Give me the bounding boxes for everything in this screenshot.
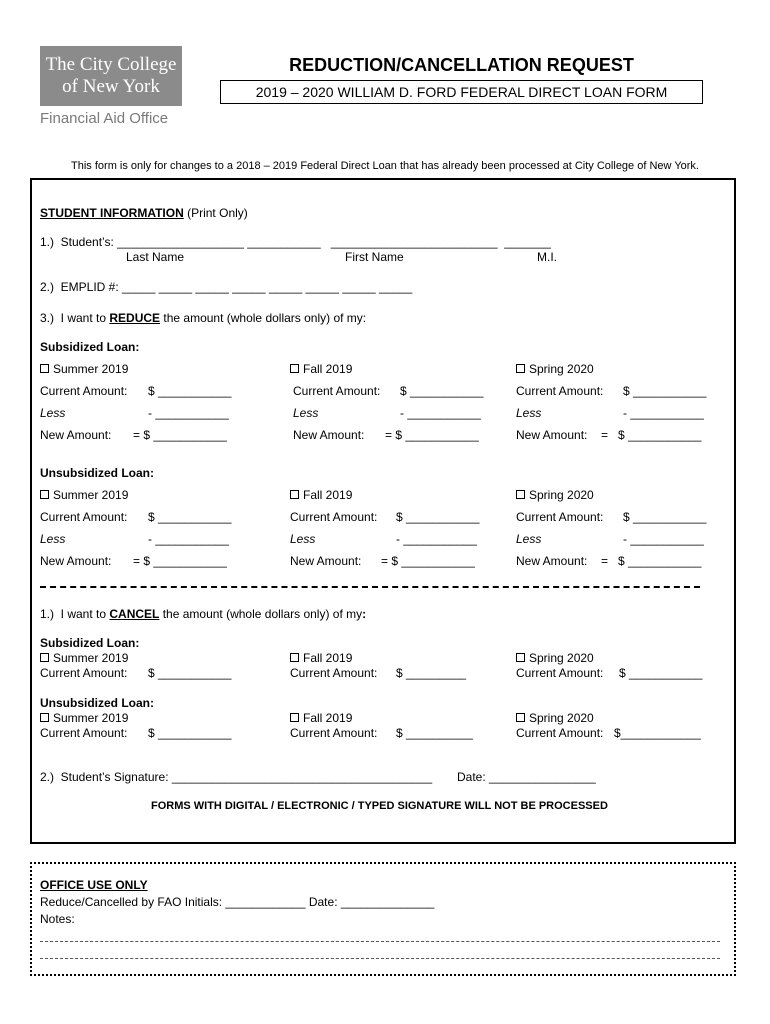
new-amount-label: New Amount: [40, 428, 112, 442]
checkbox-icon[interactable] [516, 490, 525, 499]
signature-warning: FORMS WITH DIGITAL / ELECTRONIC / TYPED SIGNATURE WILL NOT BE PROCESSED [151, 800, 608, 812]
current-amount-label: Current Amount: [40, 510, 128, 524]
reduce-unsub-fall-checkbox[interactable] [290, 488, 352, 502]
checkbox-icon[interactable] [40, 490, 49, 499]
checkbox-icon[interactable] [290, 364, 299, 373]
term-label: Summer 2019 [53, 651, 129, 665]
current-amount-label: Current Amount: [40, 666, 128, 680]
checkbox-icon[interactable] [40, 653, 49, 662]
term-label: Spring 2020 [529, 362, 594, 376]
current-amount-label: Current Amount: [516, 666, 604, 680]
less-field[interactable]: - ___________ [623, 532, 704, 546]
first-name-label: First Name [345, 250, 404, 264]
signature-field[interactable]: 2.) Student’s Signature: _______________________________________ [40, 770, 433, 784]
cancel-subsidized-heading: Subsidized Loan: [40, 636, 140, 650]
cancel-sub-summer-checkbox[interactable] [40, 651, 128, 665]
current-amount-label: Current Amount: [40, 384, 128, 398]
less-field[interactable]: - ___________ [148, 532, 229, 546]
less-field[interactable]: - ___________ [623, 406, 704, 420]
cancel-unsubsidized-heading: Unsubsidized Loan: [40, 696, 154, 710]
reduce-unsubsidized-heading: Unsubsidized Loan: [40, 466, 154, 480]
checkbox-icon[interactable] [290, 713, 299, 722]
office-use-heading: OFFICE USE ONLY [40, 878, 148, 892]
reduce-pre: 3.) I want to [40, 311, 110, 325]
term-label: Summer 2019 [53, 711, 129, 725]
last-name-label: Last Name [126, 250, 185, 264]
less-label: Less [290, 532, 316, 546]
form-subtitle: 2019 – 2020 WILLIAM D. FORD FEDERAL DIRECT LOAN FORM [220, 80, 703, 104]
new-amount-label: New Amount: [293, 428, 365, 442]
form-title: REDUCTION/CANCELLATION REQUEST [289, 55, 634, 75]
less-field[interactable]: - ___________ [148, 406, 229, 420]
current-amount-label: Current Amount: [516, 384, 604, 398]
term-label: Spring 2020 [529, 651, 594, 665]
notes-line[interactable] [40, 958, 720, 959]
term-label: Spring 2020 [529, 711, 594, 725]
current-amount-field[interactable]: $ ___________ [148, 384, 232, 398]
checkbox-icon[interactable] [290, 653, 299, 662]
less-label: Less [40, 406, 66, 420]
reduce-sub-summer-checkbox[interactable] [40, 362, 128, 376]
notes-line[interactable] [40, 941, 720, 942]
cancel-instruction [40, 607, 366, 621]
term-label: Fall 2019 [303, 651, 353, 665]
reduce-post: the amount (whole dollars only) of my: [160, 311, 367, 325]
checkbox-icon[interactable] [516, 713, 525, 722]
checkbox-icon[interactable] [516, 653, 525, 662]
new-amount-field[interactable]: = $ ___________ [381, 554, 475, 568]
current-amount-field[interactable]: $ __________ [396, 726, 473, 740]
current-amount-field[interactable]: $ ___________ [148, 726, 232, 740]
reduce-subsidized-heading: Subsidized Loan: [40, 340, 140, 354]
student-info-note: (Print Only) [183, 206, 248, 220]
checkbox-icon[interactable] [40, 713, 49, 722]
new-amount-field[interactable]: = $ ___________ [601, 554, 702, 568]
cancel-colon: : [362, 607, 367, 621]
new-amount-label: New Amount: [290, 554, 362, 568]
term-label: Spring 2020 [529, 488, 594, 502]
new-amount-label: New Amount: [516, 554, 588, 568]
less-label: Less [40, 532, 66, 546]
current-amount-field[interactable]: $ ___________ [400, 384, 484, 398]
current-amount-field[interactable]: $ ___________ [623, 384, 707, 398]
cancel-post: the amount (whole dollars only) of my [159, 607, 363, 621]
current-amount-field[interactable]: $ ___________ [148, 666, 232, 680]
term-label: Fall 2019 [303, 711, 353, 725]
current-amount-field[interactable]: $____________ [614, 726, 701, 740]
logo-line-2: of New York [62, 76, 160, 97]
term-label: Fall 2019 [303, 362, 353, 376]
student-info-heading-row [40, 206, 248, 220]
reduce-unsub-summer-checkbox[interactable] [40, 488, 128, 502]
cancel-pre: 1.) I want to [40, 607, 110, 621]
cancel-sub-spring-checkbox[interactable] [516, 651, 594, 665]
term-label: Summer 2019 [53, 488, 129, 502]
current-amount-label: Current Amount: [516, 510, 604, 524]
section-divider [40, 586, 700, 588]
checkbox-icon[interactable] [40, 364, 49, 373]
cancel-unsub-summer-checkbox[interactable] [40, 711, 128, 725]
reduce-unsub-spring-checkbox[interactable] [516, 488, 594, 502]
new-amount-field[interactable]: = $ ___________ [385, 428, 479, 442]
less-label: Less [293, 406, 319, 420]
current-amount-label: Current Amount: [290, 510, 378, 524]
current-amount-field[interactable]: $ ___________ [148, 510, 232, 524]
current-amount-field[interactable]: $ ___________ [623, 510, 707, 524]
checkbox-icon[interactable] [516, 364, 525, 373]
less-label: Less [516, 406, 542, 420]
fao-initials-field[interactable]: Reduce/Cancelled by FAO Initials: ____________ Date: ______________ [40, 895, 435, 909]
current-amount-label: Current Amount: [516, 726, 604, 740]
current-amount-label: Current Amount: [40, 726, 128, 740]
form-intro: This form is only for changes to a 2018 – 2019 Federal Direct Loan that has already been processed at City College of New York. [71, 160, 699, 172]
cancel-unsub-spring-checkbox[interactable] [516, 711, 594, 725]
notes-label: Notes: [40, 912, 75, 926]
logo-subtitle: Financial Aid Office [40, 110, 169, 127]
new-amount-field[interactable]: = $ ___________ [601, 428, 702, 442]
current-amount-label: Current Amount: [293, 384, 381, 398]
cancel-unsub-fall-checkbox[interactable] [290, 711, 352, 725]
current-amount-field[interactable]: $ _________ [396, 666, 467, 680]
less-field[interactable]: - ___________ [400, 406, 481, 420]
reduce-instruction [40, 311, 366, 325]
less-field[interactable]: - ___________ [396, 532, 477, 546]
new-amount-field[interactable]: = $ ___________ [133, 554, 227, 568]
student-info-heading: STUDENT INFORMATION [40, 206, 184, 220]
signature-date-field[interactable]: Date: ________________ [457, 770, 596, 784]
cancel-sub-fall-checkbox[interactable] [290, 651, 352, 665]
current-amount-field[interactable]: $ ___________ [396, 510, 480, 524]
checkbox-icon[interactable] [290, 490, 299, 499]
reduce-sub-spring-checkbox[interactable] [516, 362, 594, 376]
term-label: Fall 2019 [303, 488, 353, 502]
new-amount-label: New Amount: [516, 428, 588, 442]
logo-line-1: The City College [45, 54, 177, 75]
mi-label: M.I. [537, 250, 557, 264]
current-amount-label: Current Amount: [290, 666, 378, 680]
emplid-field[interactable]: 2.) EMPLID #: _____ _____ _____ _____ _____ _____ _____ _____ [40, 280, 413, 294]
college-logo [40, 46, 182, 106]
student-name-field[interactable]: 1.) Student’s: ___________________ ___________ _________________________ _______ [40, 235, 551, 249]
current-amount-label: Current Amount: [290, 726, 378, 740]
reduce-word: REDUCE [109, 311, 161, 325]
new-amount-field[interactable]: = $ ___________ [133, 428, 227, 442]
cancel-word: CANCEL [109, 607, 160, 621]
current-amount-field[interactable]: $ ___________ [619, 666, 703, 680]
term-label: Summer 2019 [53, 362, 129, 376]
reduce-sub-fall-checkbox[interactable] [290, 362, 352, 376]
new-amount-label: New Amount: [40, 554, 112, 568]
less-label: Less [516, 532, 542, 546]
